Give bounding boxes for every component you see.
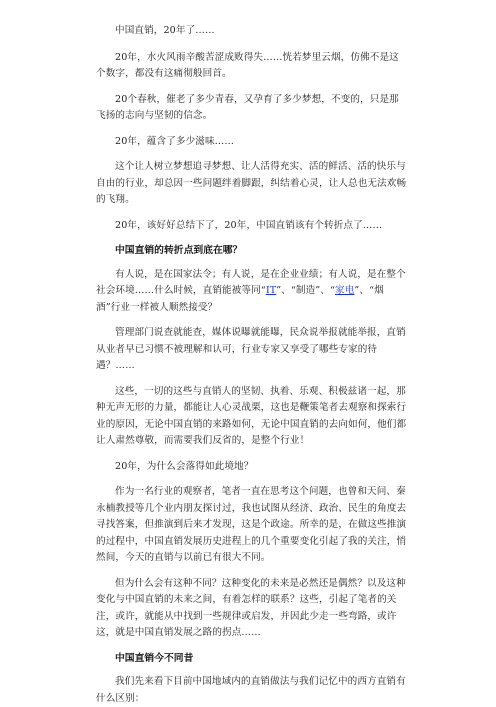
paragraph-4: 20年，蕴含了多少滋味…… [115, 135, 235, 147]
paragraph-2: 20年，水火风雨辛酸苦涩成败得失……恍若梦里云烟，仿佛不是这个数字，都没有这痛彻般回首。 [96, 51, 399, 79]
paragraph-3: 20个春秋，催老了多少青春，又孕育了多少梦想，不变的，只是那飞扬的志向与坚韧的信念。 [96, 93, 399, 121]
link-appliance[interactable]: 家电 [335, 285, 355, 296]
paragraph-12: 但为什么会有这种不同？这种变化的未来是必然还是偶然？以及这种变化与中国直销的未来之间，有着怎样的联系？这些，引起了笔者的关注，或许，就能从中找到一些规律或启发，并因此少走一些弯路，或许这，就是中国直销发展之路的拐点…… [96, 577, 406, 638]
paragraph-5: 这个让人树立梦想追寻梦想、让人活得充实、活的鲜活、活的快乐与自由的行业，却总因一些问题绊着脚跟，纠结着心灵，让人总也无法欢畅的飞翔。 [96, 161, 407, 205]
paragraph-intro: 中国直销，20年了…… [115, 25, 215, 36]
paragraph-7 [96, 267, 408, 317]
link-it[interactable]: IT [265, 285, 277, 296]
paragraph-10: 20年，为什么会落得如此境地？ [115, 460, 254, 472]
paragraph-7-part-a: 有人说，是在国家法令；有人说，是在企业业绩；有人说，是在整个社会环境……什么时候，直销能被等同“ [96, 268, 406, 296]
paragraph-9: 这些，一切的这些与直销人的坚韧、执着、乐观、积极兹诸一起，那种无声无形的力量，都能让人心灵战栗，这也是鞭策笔者去观察和探索行业的原因，无论中国直销的来路如何，无论中国直销的去向如何，他们都让人肃然尊敬，而需要我们反省的，是整个行业！ [96, 385, 407, 446]
paragraph-11: 作为一名行业的观察者，笔者一直在思考这个问题，也曾和天问、秦永楠教授等几个业内朋友探讨过，我也试图从经济、政治、民生的角度去寻找答案，但推演到后来才发现，这是个政途。所幸的是，在做这些推演的过程中，中国直销发展历史进程上的几个重要变化引起了我的关注，悄然间，今天的直销与以前已有很大不同。 [96, 486, 407, 563]
section-heading-turning-point: 中国直销的转折点到底在哪？ [115, 245, 243, 256]
section-heading-different: 中国直销今不同昔 [115, 652, 194, 664]
paragraph-7-part-c: ”、“烟酒”行业一样被人顺然接受？ [96, 285, 384, 313]
paragraph-6: 20年，该好好总结下了，20年，中国直销该有个转折点了…… [115, 219, 383, 231]
paragraph-7-part-b: ”、“制造”、“ [276, 285, 335, 296]
paragraph-13: 我们先来看下目前中国地域内的直销做法与我们记忆中的西方直销有什么区别： [96, 676, 406, 704]
paragraph-8: 管理部门说查就能查，媒体说曝就能曝，民众说举报就能举报，直销从业者早已习惯不被理解和认可，行业专家又享受了哪些专家的待遇？…… [96, 327, 406, 371]
